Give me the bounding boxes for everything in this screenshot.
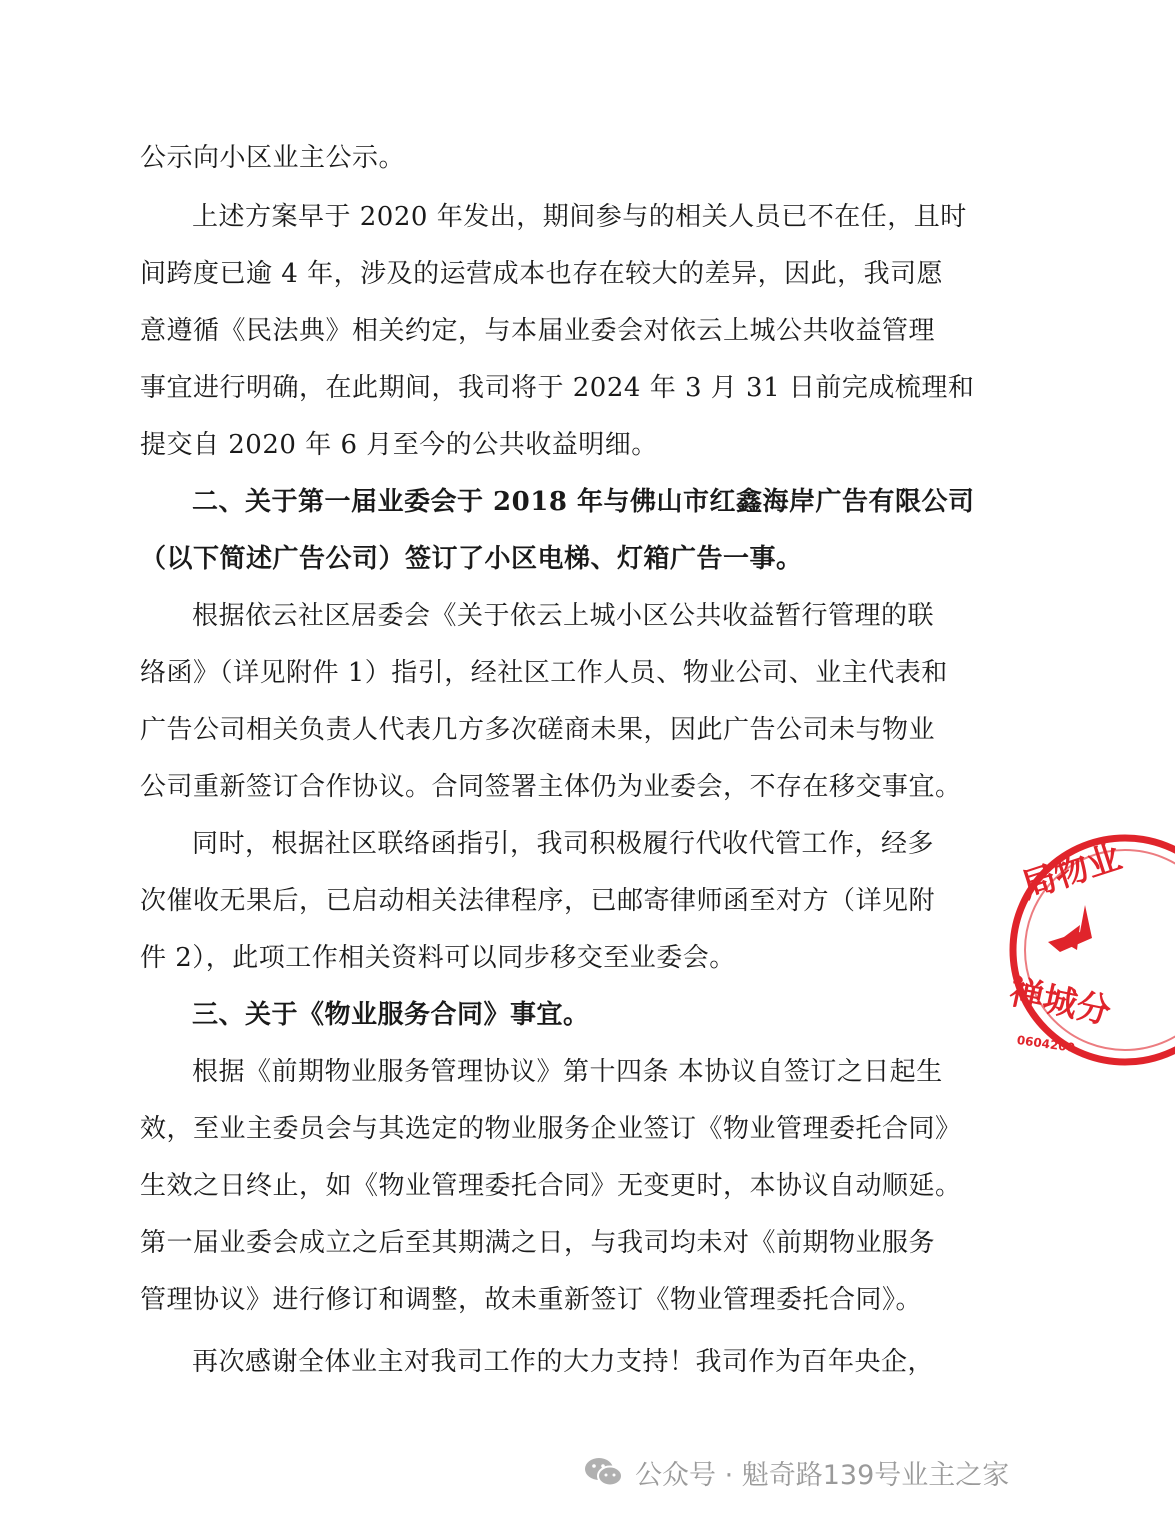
text-line: 第一届业委会成立之后至其期满之日，与我司均未对《前期物业服务 [140,1228,936,1258]
text-line: 生效之日终止，如《物业管理委托合同》无变更时，本协议自动顺延。 [140,1171,962,1201]
watermark [583,1452,1009,1492]
text-line: 广告公司相关负责人代表几方多次磋商未果，因此广告公司未与物业 [140,715,936,745]
text-line: 件 2），此项工作相关资料可以同步移交至业委会。 [140,943,736,973]
section-heading-2-cont: （以下简述广告公司）签订了小区电梯、灯箱广告一事。 [140,544,803,574]
text-line: 络函》（详见附件 1）指引，经社区工作人员、物业公司、业主代表和 [140,658,948,688]
text-line: 公示向小区业主公示。 [140,143,406,173]
paragraph-first-line: 同时，根据社区联络函指引，我司积极履行代收代管工作，经多 [192,829,935,859]
text-line: 事宜进行明确，在此期间，我司将于 2024 年 3 月 31 日前完成梳理和 [140,373,975,403]
text-line: 公司重新签订合作协议。合同签署主体仍为业委会，不存在移交事宜。 [140,772,962,802]
watermark-text: 公众号 · 魁奇路139号业主之家 [635,1459,1010,1491]
text-line: 次催收无果后，已启动相关法律程序，已邮寄律师函至对方（详见附 [140,886,936,916]
text-line: 管理协议》进行修订和调整，故未重新签订《物业管理委托合同》。 [140,1285,923,1315]
section-heading-2: 二、关于第一届业委会于 2018 年与佛山市红鑫海岸广告有限公司 [192,487,975,517]
wechat-icon [583,1454,625,1490]
svg-text:禅城分: 禅城分 [1006,972,1115,1033]
paragraph-first-line: 再次感谢全体业主对我司工作的大力支持！我司作为百年央企， [192,1347,935,1377]
text-line: 间跨度已逾 4 年，涉及的运营成本也存在较大的差异，因此，我司愿 [140,259,944,289]
paragraph-first-line: 根据《前期物业服务管理协议》第十四条 本协议自签订之日起生 [192,1057,943,1087]
company-seal [1005,830,1175,1070]
paragraph-first-line: 根据依云社区居委会《关于依云上城小区公共收益暂行管理的联 [192,601,935,631]
svg-text:局物业: 局物业 [1017,837,1127,907]
svg-text:0604200: 0604200 [1015,1032,1076,1055]
text-line: 提交自 2020 年 6 月至今的公共收益明细。 [140,430,658,460]
text-line: 效，至业主委员会与其选定的物业服务企业签订《物业管理委托合同》 [140,1114,962,1144]
paragraph-first-line: 上述方案早于 2020 年发出，期间参与的相关人员已不在任，且时 [192,202,967,232]
text-line: 意遵循《民法典》相关约定，与本届业委会对依云上城公共收益管理 [140,316,936,346]
section-heading-3: 三、关于《物业服务合同》事宜。 [192,1000,590,1030]
